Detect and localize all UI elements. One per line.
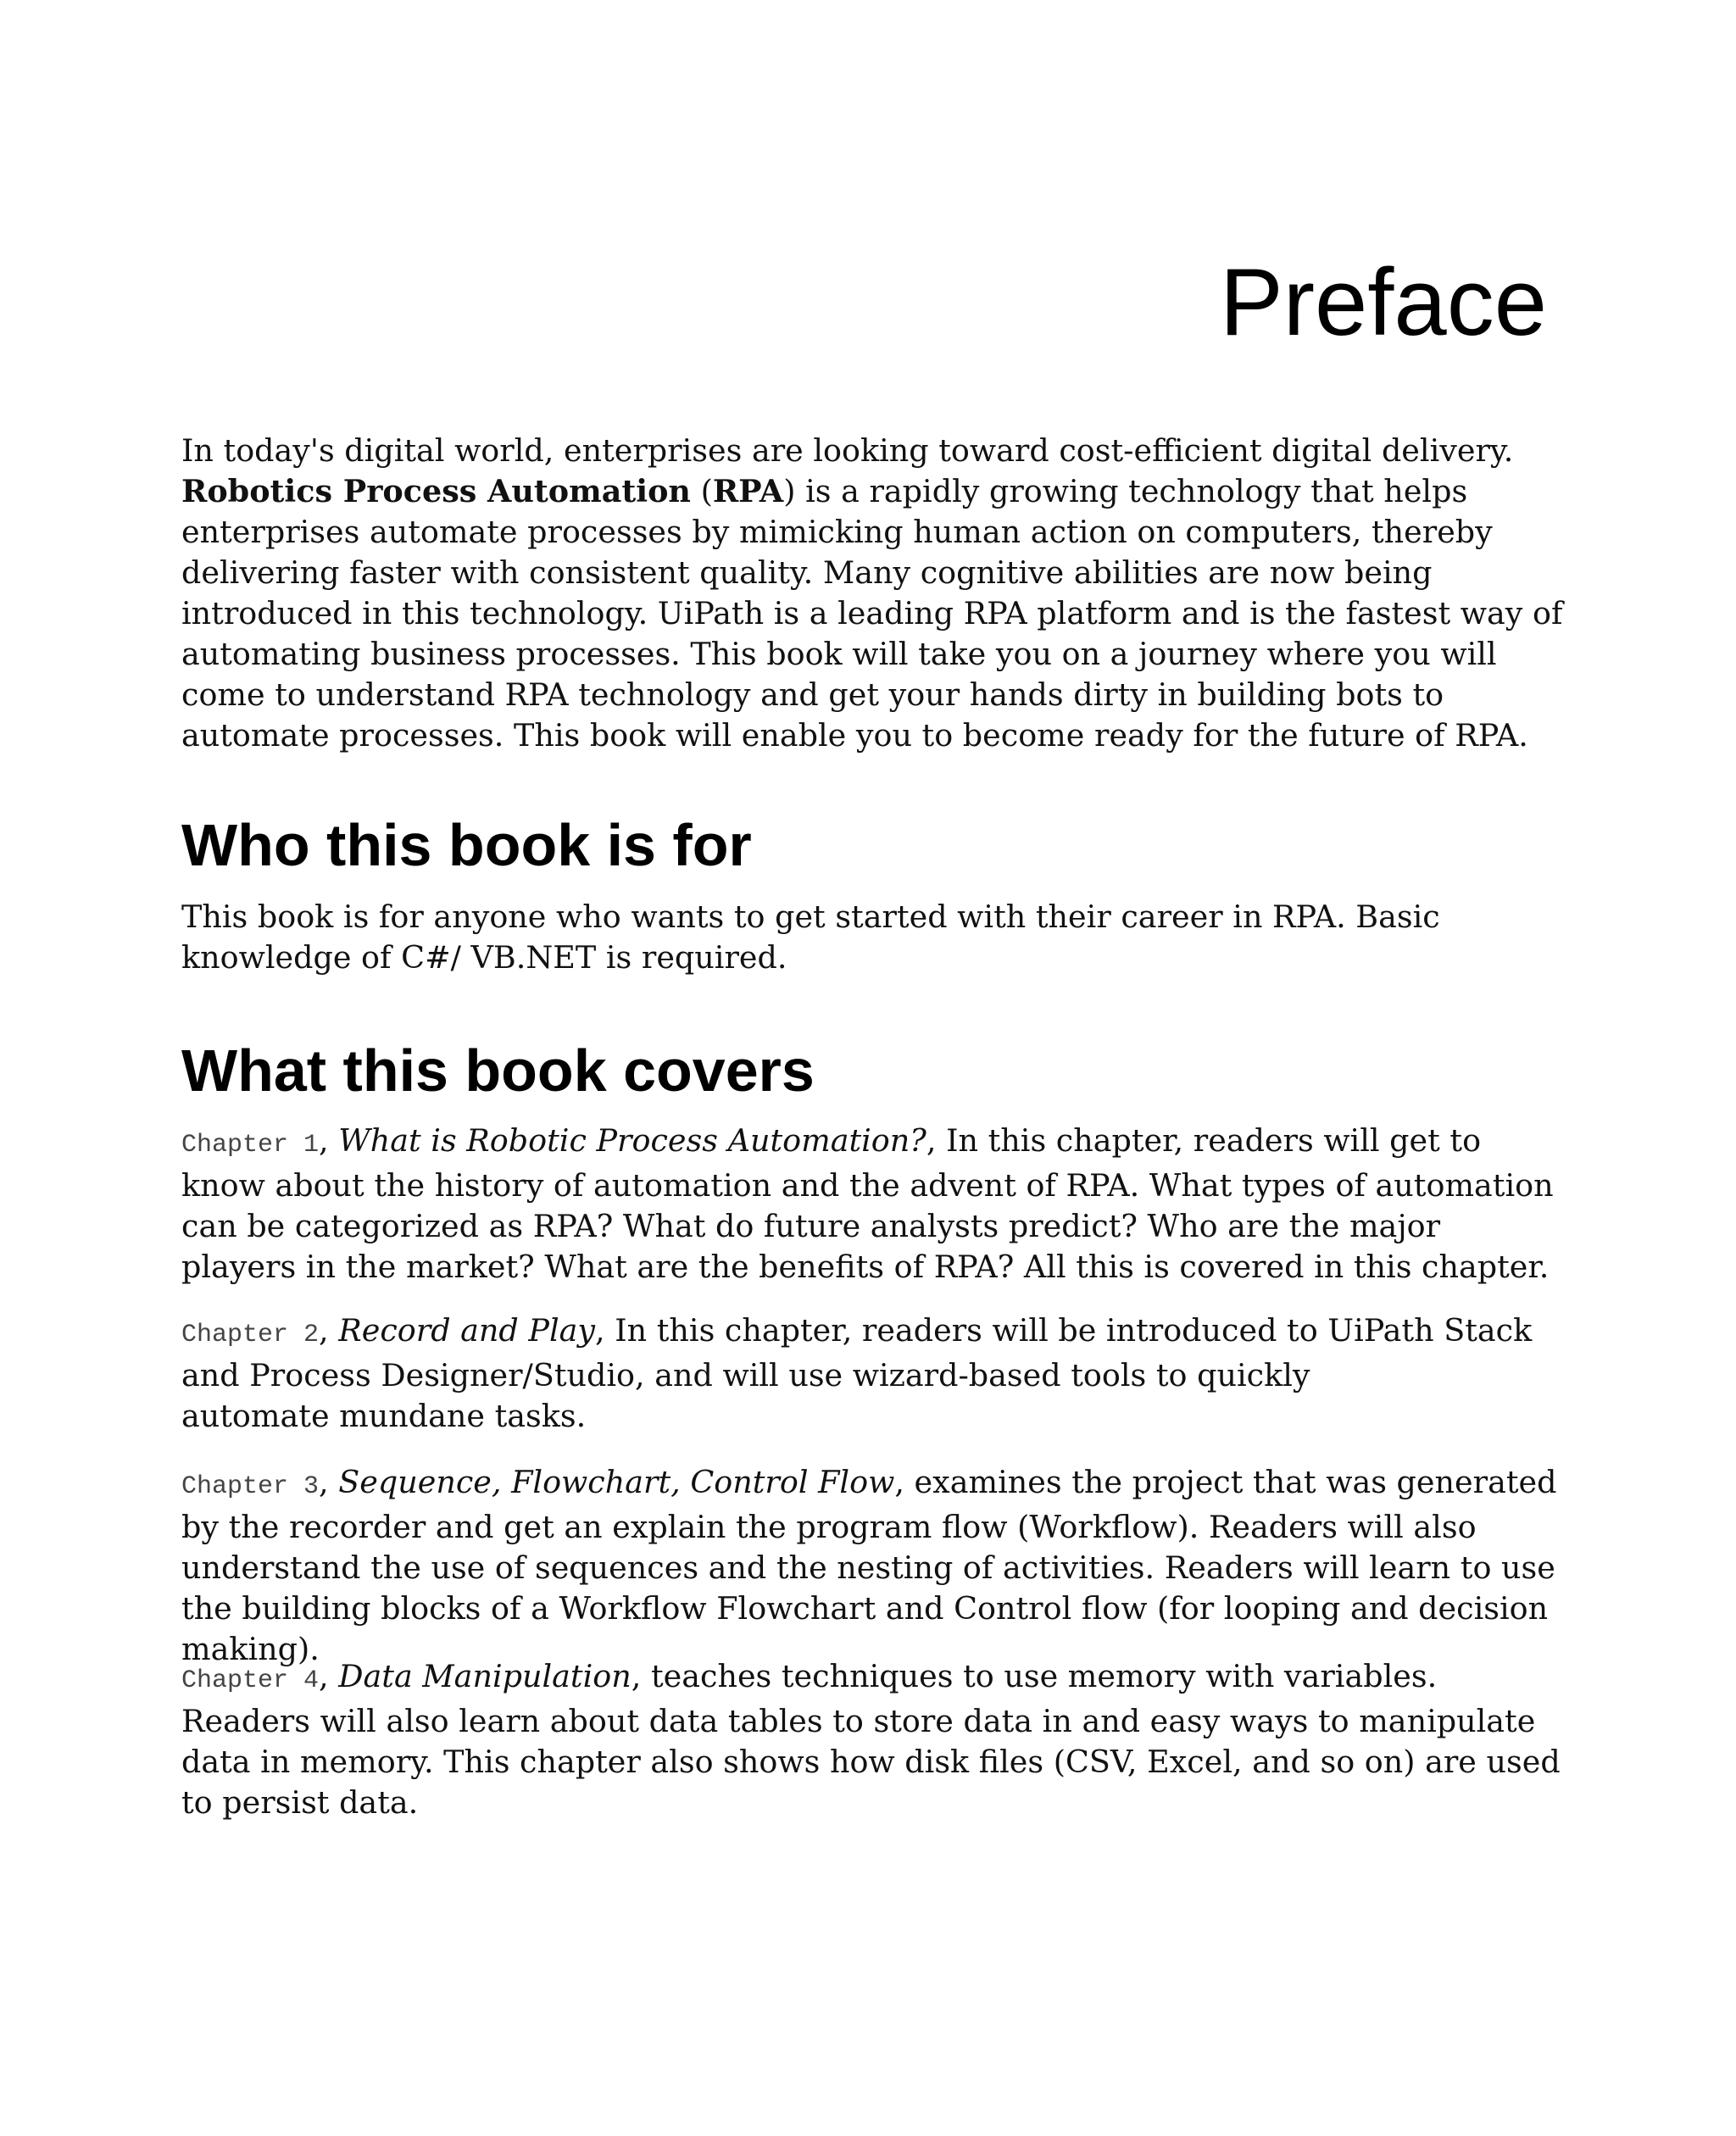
- intro-paragraph: [181, 431, 1563, 756]
- chapter-4-paragraph: [181, 1656, 1563, 1823]
- chapter-2-title: Record and Play: [338, 1312, 596, 1349]
- who-paragraph: This book is for anyone who wants to get started with their career in RPA. Basic knowledge of C#/ VB.NET is required.: [181, 898, 1440, 976]
- chapter-1-comma: ,: [319, 1122, 339, 1159]
- rpa-term: Robotics Process Automation: [181, 473, 691, 509]
- intro-text-1: In today's digital world, enterprises are looking toward cost-efficient digital delivery.: [181, 432, 1514, 469]
- chapter-1-title: What is Robotic Process Automation?: [338, 1122, 926, 1159]
- chapter-4-text: , teaches techniques to use memory with variables. Readers will also learn about data tables to store data in and easy ways to manipulate data in memory. This chapter also shows how disk files (CSV, Excel, and so on) are used to persist data.: [181, 1658, 1561, 1821]
- page-title: Preface: [1220, 249, 1547, 355]
- chapter-4-title: Data Manipulation: [338, 1658, 632, 1694]
- chapter-3-title: Sequence, Flowchart, Control Flow: [338, 1464, 895, 1500]
- chapter-3-text: , examines the project that was generated by the recorder and get an explain the program flow (Workflow). Readers will also understand the use of sequences and the nesting of activities. Readers will learn to use the building blocks of a Workflow Flowchart and Control flow (for looping and decision making).: [181, 1464, 1557, 1667]
- intro-text-2: ) is a rapidly growing technology that helps enterprises automate processes by mimicking human action on computers, thereby delivering faster with consistent quality. Many cognitive abilities are now being introduced in this technology. UiPath is a leading RPA platform and is the fastest way of automating business processes. This book will take you on a journey where you will come to understand RPA technology and get your hands dirty in building bots to automate processes. This book will enable you to become ready for the future of RPA.: [181, 473, 1563, 754]
- chapter-2-text-c: automate mundane tasks.: [181, 1398, 587, 1434]
- chapter-2-text-a: , In this chapter, readers will be introduced to UiPath Stack: [595, 1312, 1533, 1349]
- rpa-abbreviation: RPA: [712, 473, 784, 509]
- chapter-1-text: , In this chapter, readers will get to know about the history of automation and the advent of RPA. What types of automation can be categorized as RPA? What do future analysts predict? Who are the major players in the market? What are the benefits of RPA? All this is covered in this chapter.: [181, 1122, 1554, 1285]
- chapter-1-ref: Chapter 1: [181, 1131, 320, 1160]
- section-heading-who: Who this book is for: [181, 812, 752, 878]
- chapter-2-ref: Chapter 2: [181, 1321, 320, 1349]
- chapter-2-comma: ,: [319, 1312, 339, 1349]
- section-heading-what: What this book covers: [181, 1037, 815, 1104]
- document-page: [181, 0, 1563, 2136]
- chapter-2-text-b: and Process Designer/Studio, and will use wizard-based tools to quickly: [181, 1357, 1310, 1393]
- paren-open: (: [690, 473, 713, 509]
- chapter-3-comma: ,: [319, 1464, 339, 1500]
- chapter-3-paragraph: [181, 1462, 1563, 1670]
- chapter-1-paragraph: [181, 1121, 1563, 1288]
- chapter-3-ref: Chapter 3: [181, 1472, 320, 1501]
- chapter-4-comma: ,: [319, 1658, 339, 1694]
- chapter-2-paragraph: [181, 1310, 1563, 1437]
- chapter-4-ref: Chapter 4: [181, 1666, 320, 1695]
